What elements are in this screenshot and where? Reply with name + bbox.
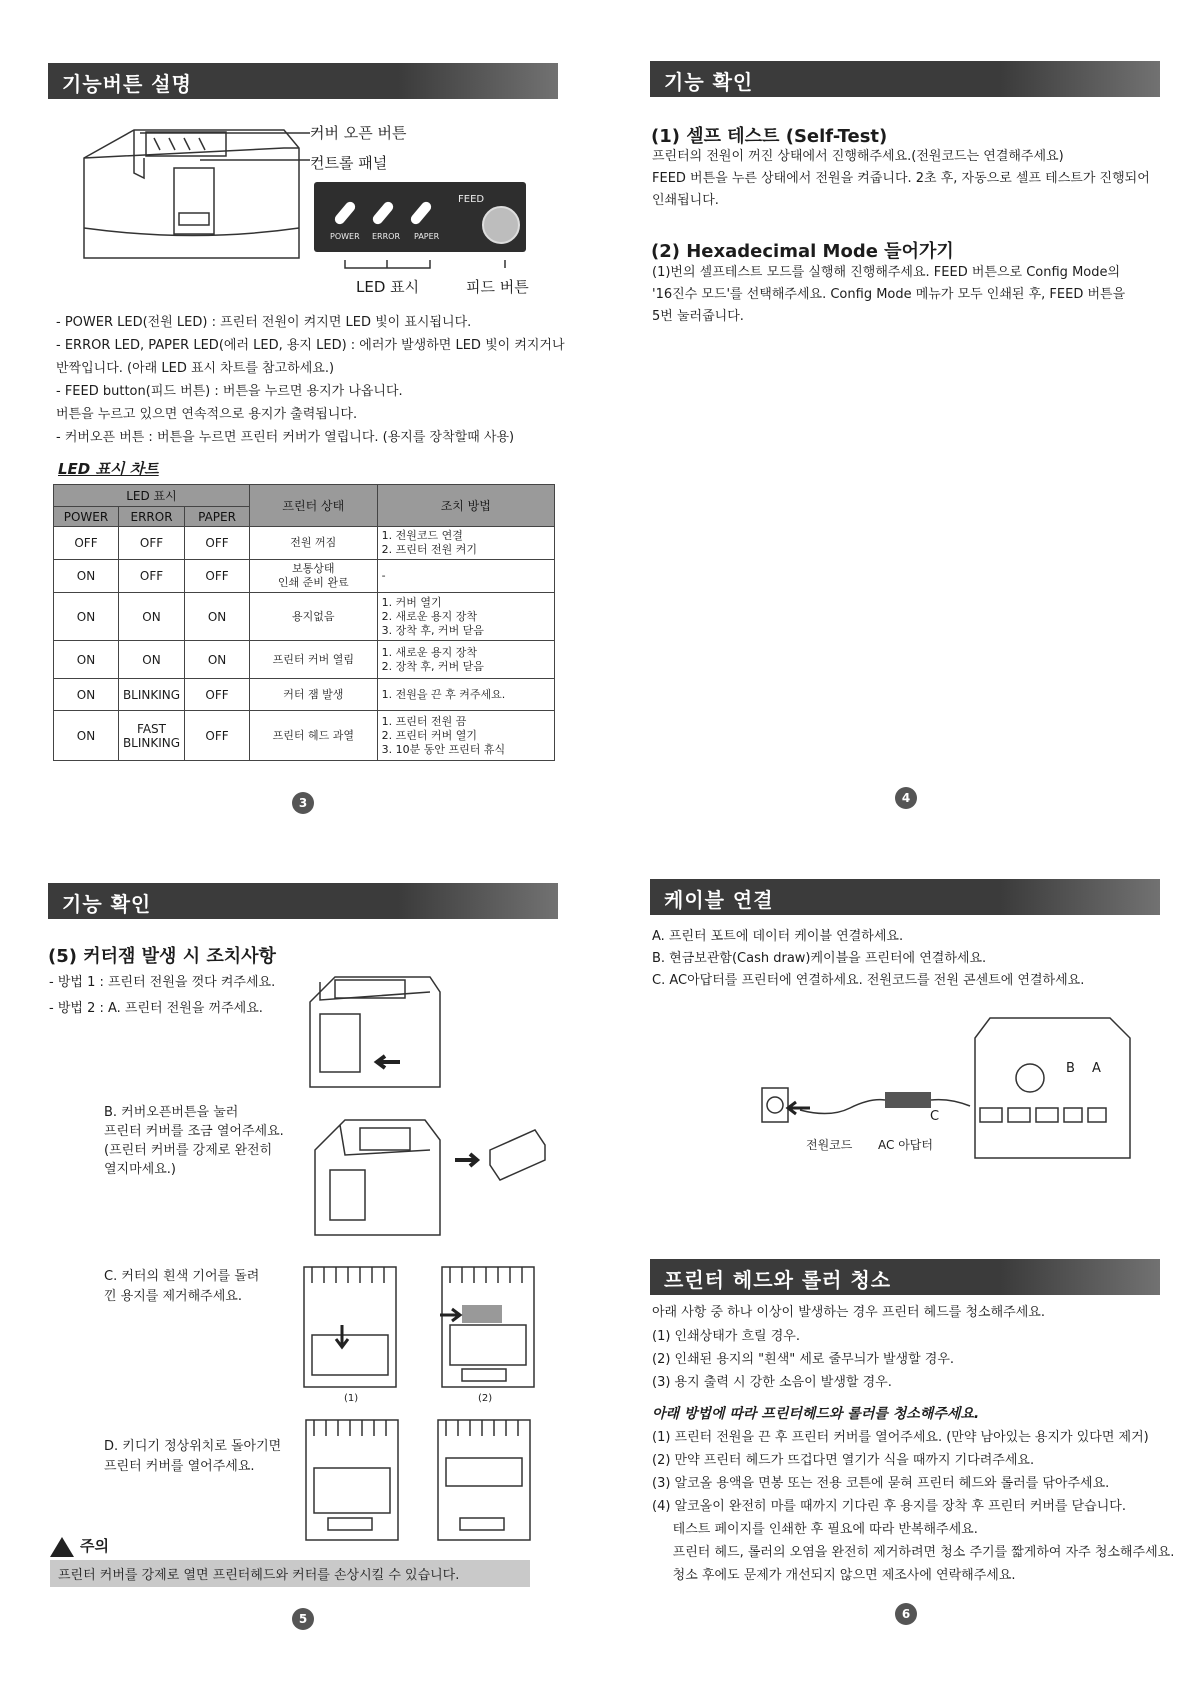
warning-icon (50, 1537, 74, 1557)
cutter-reset-illustration-2 (436, 1418, 532, 1543)
cell-action: 1. 전원을 끈 후 켜주세요. (377, 679, 554, 711)
cell-error: FAST BLINKING (118, 711, 184, 761)
cleaning-step: (1) 프린터 전원을 끈 후 프린터 커버를 열어주세요. (만약 남아있는 용지가 있다면 제거) (652, 1430, 1149, 1445)
page6-cleaning-title: 프린터 헤드와 롤러 청소 (650, 1259, 1160, 1295)
cleaning-intro: (3) 용지 출력 시 강한 소음이 발생할 경우. (652, 1375, 892, 1390)
cutter-gear-illustration-1 (302, 1265, 398, 1390)
callout-control-panel: 컨트롤 패널 (310, 154, 388, 172)
cell-state: 용지없음 (250, 593, 378, 641)
cutter-jam-heading: (5) 커터잼 발생 시 조치사항 (48, 946, 276, 967)
desc-line: - ERROR LED, PAPER LED(에러 LED, 용지 LED) : 에러가 발생하면 LED 빛이 켜지거나 (56, 338, 565, 353)
cell-error: OFF (118, 527, 184, 560)
cell-action: - (377, 560, 554, 593)
cleaning-step: 청소 후에도 문제가 개선되지 않으면 제조사에 연락해주세요. (652, 1568, 1016, 1583)
cell-state: 보통상태 인쇄 준비 완료 (250, 560, 378, 593)
desc-line: - POWER LED(전원 LED) : 프린터 전원이 켜지면 LED 빛이 표시됩니다. (56, 315, 472, 330)
self-test-line: FEED 버튼을 누른 상태에서 전원을 켜줍니다. 2초 후, 자동으로 셀프 테스트가 진행되어 (652, 171, 1150, 186)
th-led: LED 표시 (54, 485, 250, 507)
cell-paper: ON (185, 593, 250, 641)
step-c-line: 낀 용지를 제거해주세요. (104, 1289, 242, 1304)
cleaning-method-title: 아래 방법에 따라 프린터헤드와 롤러를 청소해주세요. (652, 1406, 980, 1422)
desc-line: 반짝입니다. (아래 LED 표시 차트를 참고하세요.) (56, 361, 335, 376)
cell-action: 1. 새로운 용지 장착 2. 장착 후, 커버 닫음 (377, 641, 554, 679)
step-d-line: 프린터 커버를 열어주세요. (104, 1459, 255, 1474)
cleaning-step: (4) 알코올이 완전히 마를 때까지 기다린 후 용지를 장착 후 프린터 커버를 닫습니다. (652, 1499, 1126, 1514)
warning-title: 주의 (80, 1537, 109, 1555)
cleaning-step: (2) 만약 프린터 헤드가 뜨겁다면 열기가 식을 때까지 기다려주세요. (652, 1453, 1035, 1468)
label-ac-adapter: AC 아답터 (878, 1138, 933, 1152)
table-row (54, 527, 555, 560)
cell-action: 1. 프린터 전원 끔 2. 프린터 커버 열기 3. 10분 동안 프린터 휴식 (377, 711, 554, 761)
self-test-line: 프린터의 전원이 꺼진 상태에서 진행해주세요.(전원코드는 연결해주세요) (652, 149, 1064, 164)
cell-state: 전원 꺼짐 (250, 527, 378, 560)
page-number-5: 5 (292, 1608, 314, 1630)
cell-power: ON (54, 560, 119, 593)
cell-power: OFF (54, 527, 119, 560)
cleaning-step: 프린터 헤드, 롤러의 오염을 완전히 제거하려면 청소 주기를 짧게하여 자주 청소해주세요. (652, 1545, 1175, 1560)
step-b-line: 프린터 커버를 조금 열어주세요. (104, 1124, 284, 1139)
cell-error: BLINKING (118, 679, 184, 711)
page-number-6: 6 (895, 1603, 917, 1625)
cell-power: ON (54, 593, 119, 641)
led-paper-icon (409, 200, 433, 226)
caption-1: (1) (344, 1393, 359, 1404)
panel-error-label: ERROR (372, 232, 401, 241)
cell-power: ON (54, 679, 119, 711)
cutter-gear-illustration-2 (440, 1265, 536, 1390)
cell-state: 프린터 커버 열림 (250, 641, 378, 679)
page-number-3: 3 (292, 792, 314, 814)
table-row (54, 560, 555, 593)
label-c: C (930, 1109, 940, 1124)
th-error: ERROR (118, 507, 184, 527)
cleaning-intro: (1) 인쇄상태가 흐릴 경우. (652, 1329, 800, 1344)
label-power-cord: 전원코드 (806, 1138, 853, 1152)
page6-title: 케이블 연결 (650, 879, 1160, 915)
label-led-display: LED 표시 (356, 278, 420, 296)
led-chart-title: LED 표시 차트 (58, 460, 159, 478)
hex-mode-heading: (2) Hexadecimal Mode 들어가기 (651, 241, 954, 262)
label-a: A (1092, 1061, 1101, 1076)
cell-paper: OFF (185, 679, 250, 711)
callout-lines (140, 128, 320, 168)
callout-cover-open: 커버 오픈 버튼 (310, 124, 407, 142)
control-panel-illustration (314, 182, 526, 252)
self-test-heading: (1) 셀프 테스트 (Self-Test) (651, 126, 888, 147)
cell-power: ON (54, 711, 119, 761)
step-b-line: B. 커버오픈버튼을 눌러 (104, 1105, 239, 1120)
cell-state: 커터 잼 발생 (250, 679, 378, 711)
cell-state: 프린터 헤드 과열 (250, 711, 378, 761)
hex-mode-line: '16진수 모드'를 선택해주세요. Config Mode 메뉴가 모두 인쇄된 후, FEED 버튼을 (652, 287, 1126, 302)
cleaning-step: 테스트 페이지를 인쇄한 후 필요에 따라 반복해주세요. (652, 1522, 978, 1537)
table-row (54, 679, 555, 711)
method-2: - 방법 2 : A. 프린터 전원을 꺼주세요. (49, 1001, 263, 1016)
table-row (54, 641, 555, 679)
cell-paper: OFF (185, 711, 250, 761)
panel-bracket (340, 260, 510, 274)
th-action: 조치 방법 (377, 485, 554, 527)
page3-title: 기능버튼 설명 (48, 63, 558, 99)
cell-error: OFF (118, 560, 184, 593)
cutter-reset-illustration-1 (304, 1418, 400, 1543)
method-1: - 방법 1 : 프린터 전원을 껏다 켜주세요. (49, 975, 276, 990)
hex-mode-line: 5번 눌러줍니다. (652, 309, 744, 324)
desc-line: - 커버오픈 버튼 : 버튼을 누르면 프린터 커버가 열립니다. (용지를 장착할때 사용) (56, 430, 515, 445)
printer-cover-open-illustration (305, 1110, 555, 1240)
label-b: B (1066, 1061, 1075, 1076)
table-row (54, 593, 555, 641)
page4-title: 기능 확인 (650, 61, 1160, 97)
th-paper: PAPER (185, 507, 250, 527)
table-row (54, 711, 555, 761)
panel-paper-label: PAPER (414, 232, 440, 241)
led-error-icon (371, 200, 395, 226)
page-number-4: 4 (895, 787, 917, 809)
caption-2: (2) (478, 1393, 493, 1404)
cleaning-step: (3) 알코올 용액을 면봉 또는 전용 코튼에 묻혀 프린터 헤드와 롤러를 닦아주세요. (652, 1476, 1110, 1491)
feed-button-icon (482, 206, 520, 244)
cleaning-intro: (2) 인쇄된 용지의 "흰색" 세로 줄무늬가 발생할 경우. (652, 1352, 955, 1367)
cell-paper: ON (185, 641, 250, 679)
step-d-line: D. 키디기 정상위치로 돌아기면 (104, 1439, 282, 1454)
th-power: POWER (54, 507, 119, 527)
cell-paper: OFF (185, 560, 250, 593)
hex-mode-line: (1)번의 셀프테스트 모드를 실행해 진행해주세요. FEED 버튼으로 Config Mode의 (652, 265, 1121, 280)
warning-text: 프린터 커버를 강제로 열면 프린터헤드와 커터를 손상시킬 수 있습니다. (50, 1560, 530, 1587)
step-b-line: 열지마세요.) (104, 1162, 176, 1177)
th-state: 프린터 상태 (250, 485, 378, 527)
desc-line: - FEED button(피드 버튼) : 버튼을 누르면 용지가 나옵니다. (56, 384, 403, 399)
label-feed-button: 피드 버튼 (466, 278, 529, 296)
desc-line: 버튼을 누르고 있으면 연속적으로 용지가 출력됩니다. (56, 407, 358, 422)
printer-closed-illustration (305, 972, 445, 1092)
cell-power: ON (54, 641, 119, 679)
cleaning-intro: 아래 사항 중 하나 이상이 발생하는 경우 프린터 헤드를 청소해주세요. (652, 1305, 1045, 1320)
panel-power-label: POWER (330, 232, 360, 241)
cell-action: 1. 전원코드 연결 2. 프린터 전원 켜기 (377, 527, 554, 560)
cell-error: ON (118, 593, 184, 641)
led-status-table (53, 484, 555, 761)
page5-title: 기능 확인 (48, 883, 558, 919)
led-power-icon (333, 200, 357, 226)
cell-action: 1. 커버 열기 2. 새로운 용지 장착 3. 장착 후, 커버 닫음 (377, 593, 554, 641)
panel-feed-label: FEED (458, 194, 485, 205)
step-c-line: C. 커터의 흰색 기어를 돌려 (104, 1269, 260, 1284)
step-b-line: (프린터 커버를 강제로 완전히 (104, 1143, 273, 1158)
self-test-line: 인쇄됩니다. (652, 193, 719, 208)
cable-line: C. AC아답터를 프린터에 연결하세요. 전원코드를 전원 콘센트에 연결하세요. (652, 973, 1085, 988)
cable-line: B. 현금보관함(Cash draw)케이블을 프린터에 연결하세요. (652, 951, 987, 966)
cable-line: A. 프린터 포트에 데이터 케이블 연결하세요. (652, 929, 904, 944)
cell-paper: OFF (185, 527, 250, 560)
cell-error: ON (118, 641, 184, 679)
